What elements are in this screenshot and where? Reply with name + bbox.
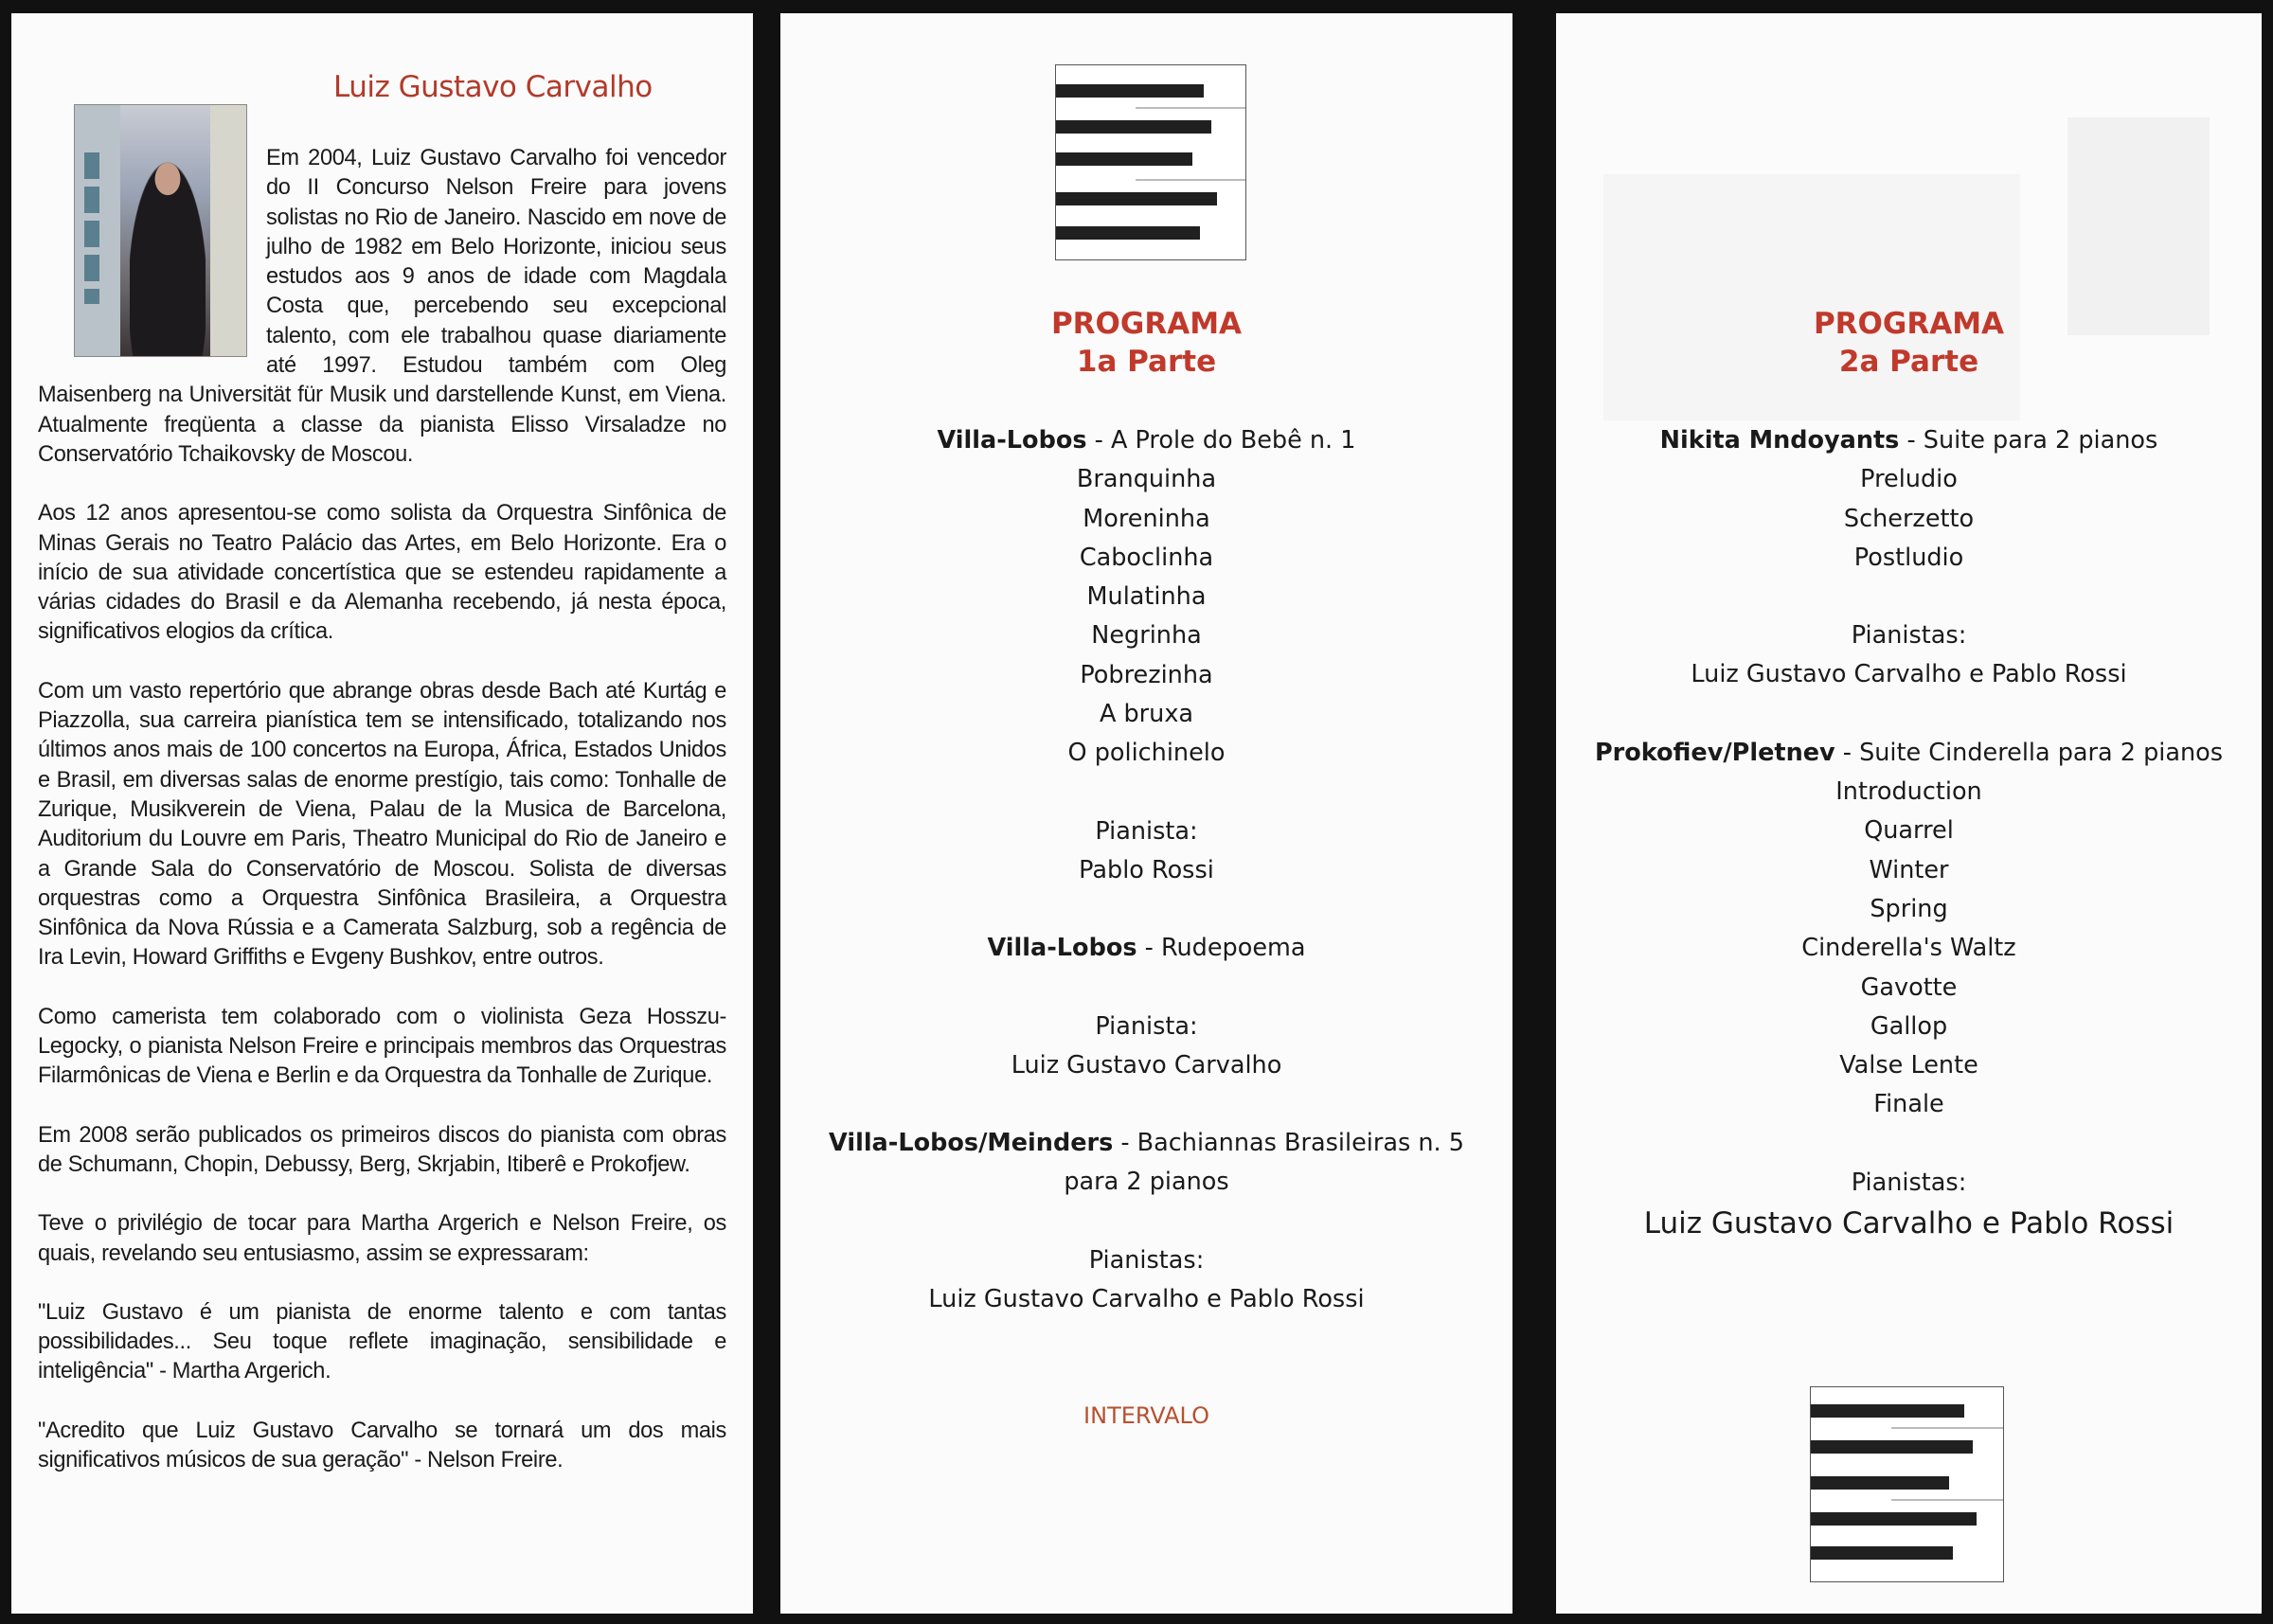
pianist-label: Pianista: <box>1095 1011 1198 1041</box>
movement: Gallop <box>1870 1011 1948 1041</box>
movement: Cinderella's Waltz <box>1801 934 2016 963</box>
bio-paragraph-4: Como camerista tem colaborado com o violinista Geza Hosszu-Legocky, o pianista Nelson Freire e principais membros das Orquestras Filarmônicas de Viena e Berlin e da Orquestra da Tonhalle de Zurique. <box>38 1004 726 1089</box>
biography-panel <box>11 13 753 1614</box>
composer-name: Prokofiev/Pletnev <box>1594 738 1835 767</box>
bio-quote-freire: "Acredito que Luiz Gustavo Carvalho se tornará um dos mais significativos músicos de sua geração" - Nelson Freire. <box>38 1418 726 1472</box>
piano-keys-image <box>1055 64 1246 260</box>
pianist-label: Pianista: <box>1095 816 1198 846</box>
work-title <box>780 421 1512 460</box>
pianist-label: Pianistas: <box>1088 1245 1205 1275</box>
work-title <box>1556 421 2262 460</box>
composer-name: Nikita Mndoyants <box>1659 426 1900 455</box>
pianist-name: Luiz Gustavo Carvalho e Pablo Rossi <box>1691 660 2127 689</box>
bio-paragraph-3: Com um vasto repertório que abrange obras desde Bach até Kurtág e Piazzolla, sua carreira pianística tem se intensificado, totalizando nos últimos anos mais de 100 concertos na Europa, África, Estados Unidos e Brasil, em diversas salas de enorme prestígio, tais como: Tonhalle de Zurique, Musikverein de Viena, Palau de la Musica de Barcelona, Auditorium du Louvre em Paris, Theatro Municipal do Rio de Janeiro e a Grande Sala do Conservatório de Moscou. Solista de diversas orquestras como a Orquestra Sinfônica Brasileira, a Orquestra Sinfônica da Nova Rússia e a Camerata Salzburg, sob a regência de Ira Levin, Howard Griffiths e Evgeny Bushkov, entre outros. <box>38 678 726 971</box>
movement: Finale <box>1873 1090 1944 1119</box>
composer-name: Villa-Lobos/Meinders <box>829 1129 1114 1158</box>
work-title-continuation: para 2 pianos <box>1064 1168 1229 1197</box>
interval-label: INTERVALO <box>1083 1402 1209 1430</box>
composer-name: Villa-Lobos <box>937 426 1087 455</box>
work-title <box>1556 734 2262 773</box>
pianist-name: Luiz Gustavo Carvalho e Pablo Rossi <box>928 1285 1365 1314</box>
movement: Negrinha <box>1091 621 1202 651</box>
work-title <box>780 929 1512 968</box>
movement: Pobrezinha <box>1080 660 1213 689</box>
piano-keys-image <box>1810 1386 2004 1582</box>
movement: Valse Lente <box>1839 1051 1978 1080</box>
bio-paragraph-1: Em 2004, Luiz Gustavo Carvalho foi vencedor do II Concurso Nelson Freire para jovens solistas no Rio de Janeiro. Nascido em nove de julho de 1982 em Belo Horizonte, iniciou seus estudos aos 9 anos de idade com Magdala Costa que, percebendo seu excepcional talento, com ele trabalhou quase diariamente até 1997. Estudou também com Oleg Maisenberg na Universität für Musik und darstellende Kunst, em Viena. Atualmente freqüenta a classe da pianista Elisso Virsaladze no Conservatório Tchaikovsky de Moscou. <box>38 146 726 467</box>
movement: Winter <box>1869 855 1949 884</box>
movement: Postludio <box>1853 543 1964 572</box>
movement: Branquinha <box>1076 465 1217 494</box>
movement: Gavotte <box>1860 973 1958 1002</box>
movement: Mulatinha <box>1086 582 1207 612</box>
work-title <box>780 1124 1512 1163</box>
work-name: - A Prole do Bebê n. 1 <box>1086 426 1356 455</box>
movement: Spring <box>1870 894 1948 923</box>
pianist-name: Luiz Gustavo Carvalho <box>1011 1050 1282 1080</box>
work-name: - Bachiannas Brasileiras n. 5 <box>1113 1129 1464 1158</box>
program-part1-panel <box>780 13 1512 1614</box>
program-part2-panel <box>1556 13 2262 1614</box>
pianist-name: Luiz Gustavo Carvalho e Pablo Rossi <box>1643 1206 2175 1241</box>
biography-title: Luiz Gustavo Carvalho <box>333 70 653 104</box>
program-heading: PROGRAMA <box>1813 307 2005 341</box>
movement: Preludio <box>1860 465 1958 494</box>
program-part-heading: 2a Parte <box>1838 345 1979 379</box>
pianist-label: Pianistas: <box>1851 621 1967 651</box>
work-name: - Suite Cinderella para 2 pianos <box>1835 738 2224 767</box>
movement: Caboclinha <box>1079 543 1214 572</box>
movement: Moreninha <box>1083 504 1210 533</box>
movement: Quarrel <box>1864 816 1954 846</box>
work-name: - Rudepoema <box>1136 934 1306 963</box>
bio-paragraph-5: Em 2008 serão publicados os primeiros discos do pianista com obras de Schumann, Chopin, Debussy, Berg, Skrjabin, Itiberê e Prokofjew. <box>38 1122 726 1177</box>
pianist-name: Pablo Rossi <box>1079 855 1214 884</box>
movement: Introduction <box>1835 777 1982 807</box>
work-name: - Suite para 2 pianos <box>1899 426 2158 455</box>
program-part-heading: 1a Parte <box>1076 345 1217 379</box>
movement: A bruxa <box>1099 700 1194 729</box>
bio-paragraph-6: Teve o privilégio de tocar para Martha Argerich e Nelson Freire, os quais, revelando seu entusiasmo, assim se expressaram: <box>38 1211 726 1266</box>
movement: Scherzetto <box>1843 504 1975 533</box>
program-heading: PROGRAMA <box>1050 307 1243 341</box>
composer-name: Villa-Lobos <box>987 934 1137 963</box>
portrait-photo <box>74 104 247 357</box>
bio-paragraph-2: Aos 12 anos apresentou-se como solista da Orquestra Sinfônica de Minas Gerais no Teatro Palácio das Artes, em Belo Horizonte. Era o início de sua atividade concertística que se estendeu rapidamente a várias cidades do Brasil e da Alemanha recebendo, já nesta época, significativos elogios da crítica. <box>38 501 726 645</box>
bio-quote-argerich: "Luiz Gustavo é um pianista de enorme talento e com tantas possibilidades... Seu toque reflete imaginação, sensibilidade e inteligência" - Martha Argerich. <box>38 1299 726 1384</box>
movement: O polichinelo <box>1067 739 1226 768</box>
pianist-label: Pianistas: <box>1851 1168 1967 1197</box>
